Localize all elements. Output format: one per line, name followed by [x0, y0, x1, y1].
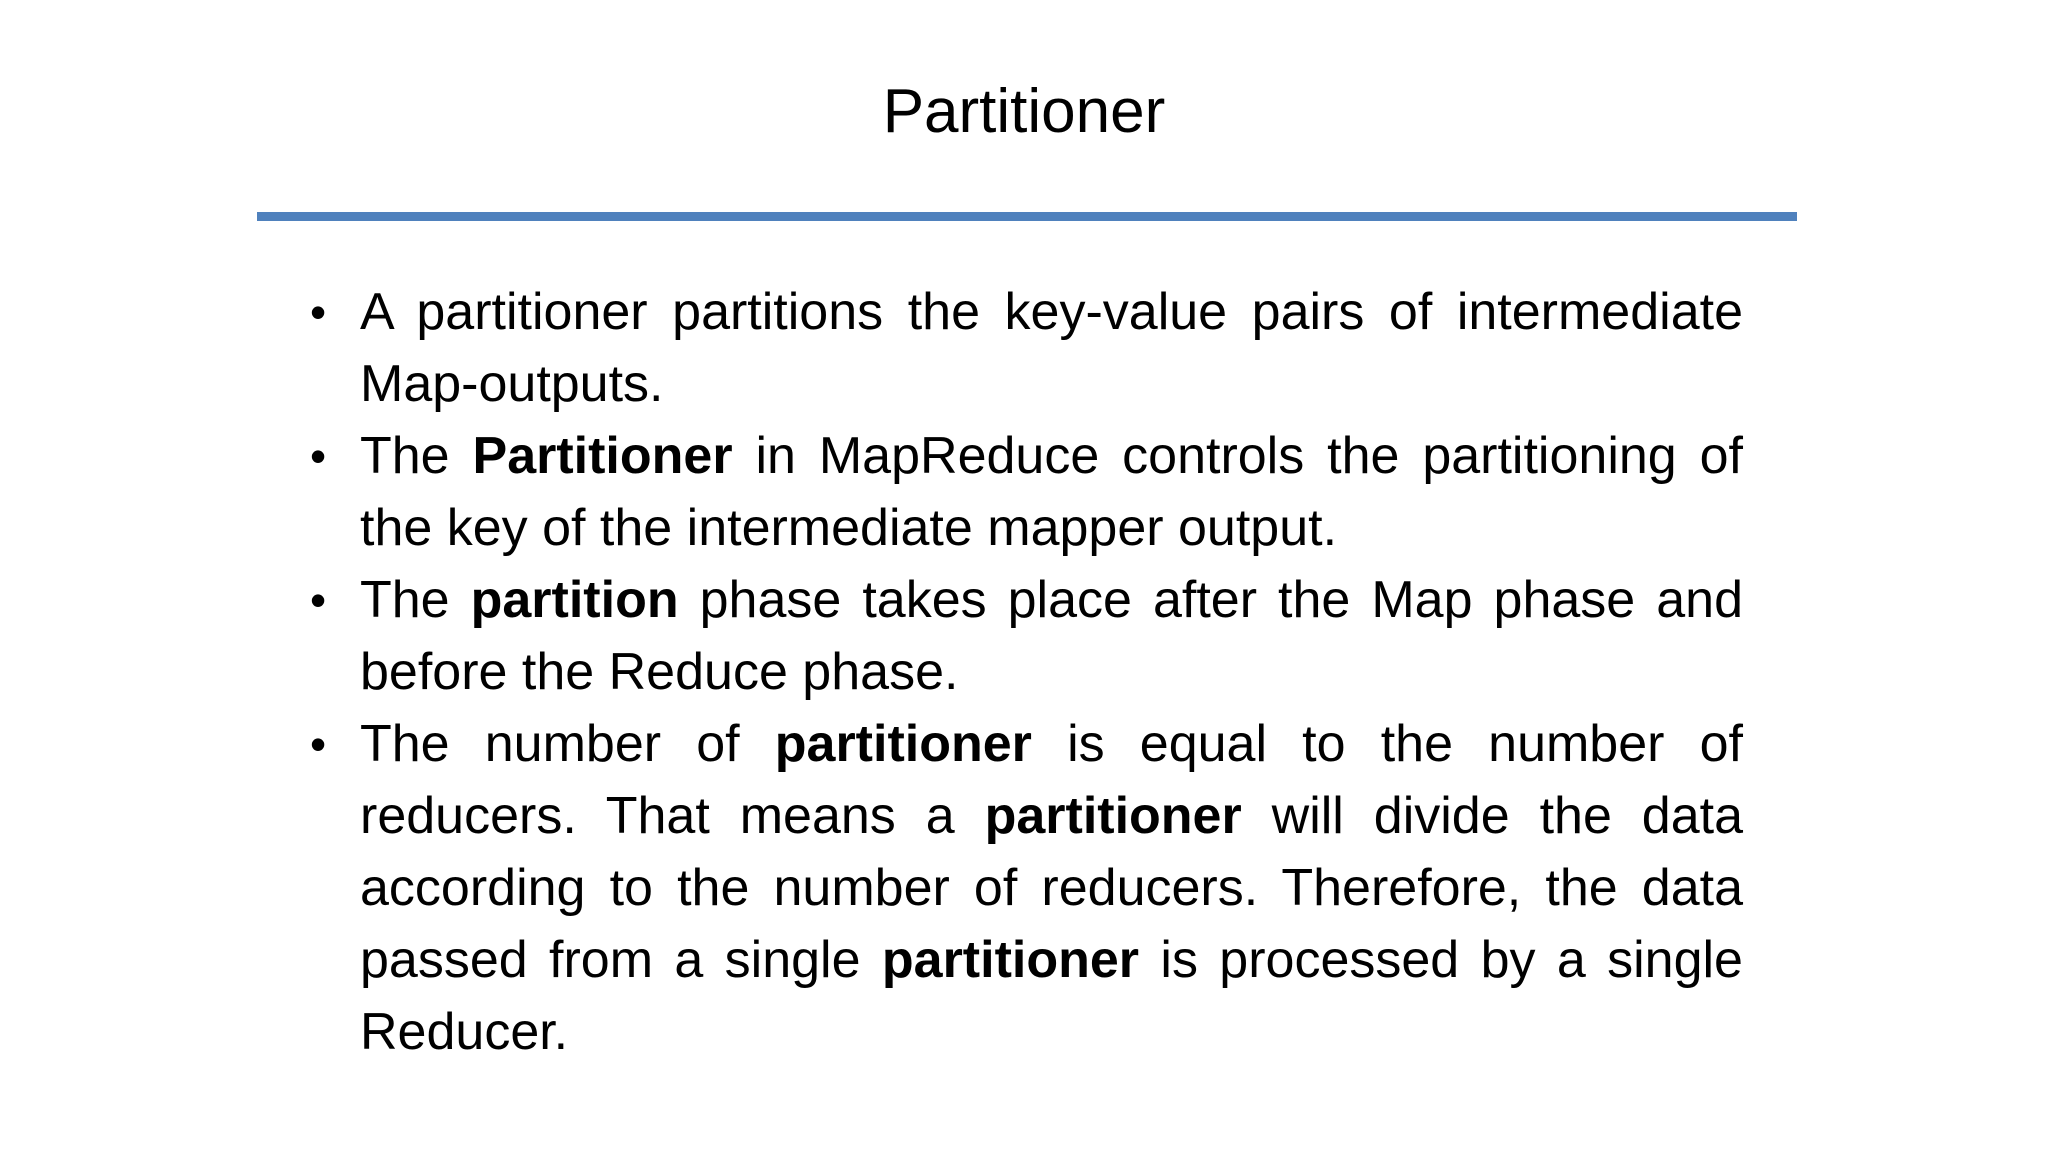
- bullet-item: [310, 276, 1743, 420]
- bullet-marker: •: [310, 430, 327, 482]
- bullet-text: The: [360, 427, 473, 485]
- bullet-marker: •: [310, 574, 327, 626]
- bold-term: partitioner: [881, 931, 1140, 989]
- bold-term: partitioner: [774, 715, 1032, 773]
- bullet-list: [310, 276, 1743, 1068]
- bullet-text: The: [360, 571, 471, 629]
- bullet-item: [310, 564, 1743, 708]
- bold-term: partition: [470, 571, 679, 629]
- bullet-text: is equal to the number of reducers. That means a: [360, 715, 1743, 845]
- bullet-text: in MapReduce controls the partitioning of the key of the intermediate mapper output.: [360, 427, 1743, 557]
- bullet-item: [310, 708, 1743, 1068]
- bullet-item: [310, 420, 1743, 564]
- bullet-text: phase takes place after the Map phase and before the Reduce phase.: [360, 571, 1743, 701]
- bullet-text: The number of: [360, 715, 775, 773]
- bullet-marker: •: [310, 286, 327, 338]
- bold-term: Partitioner: [472, 427, 733, 485]
- slide-title: Partitioner: [882, 77, 1166, 146]
- bullet-text: will divide the data according to the number of reducers. Therefore, the data passed from a single: [360, 787, 1743, 989]
- bullet-text: A partitioner partitions the key-value pairs of intermediate Map-outputs.: [360, 283, 1743, 413]
- title-underline: [257, 212, 1797, 221]
- bold-term: partitioner: [984, 787, 1242, 845]
- bullet-marker: •: [310, 718, 327, 770]
- bullet-text: is processed by a single Reducer.: [360, 931, 1743, 1061]
